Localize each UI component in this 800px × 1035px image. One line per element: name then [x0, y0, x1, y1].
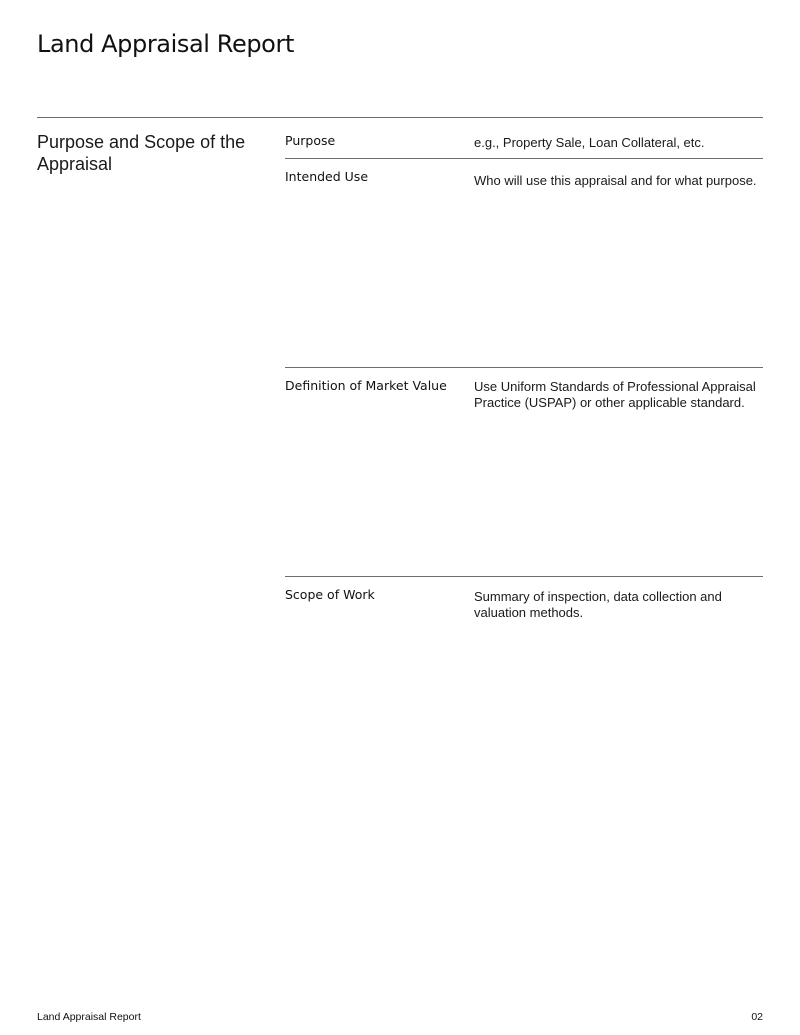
field-value-scope-of-work: Summary of inspection, data collection and valuation methods.	[474, 589, 722, 620]
row-divider	[285, 367, 763, 368]
footer-page-number: 02	[751, 1011, 763, 1023]
field-value-market-value: Use Uniform Standards of Professional Appraisal Practice (USPAP) or other applicable standard.	[474, 379, 756, 410]
field-label-scope-of-work: Scope of Work	[285, 587, 375, 602]
field-label-intended-use: Intended Use	[285, 169, 369, 184]
field-value-purpose: e.g., Property Sale, Loan Collateral, etc.	[474, 135, 705, 150]
row-divider	[285, 576, 763, 577]
section-divider	[37, 117, 763, 118]
field-value-intended-use: Who will use this appraisal and for what purpose.	[474, 173, 757, 188]
page-title: Land Appraisal Report	[37, 30, 294, 58]
section-title: Purpose and Scope of the Appraisal	[37, 132, 246, 174]
field-label-purpose: Purpose	[285, 133, 336, 148]
field-label-market-value: Definition of Market Value	[285, 378, 447, 393]
footer-doc-name: Land Appraisal Report	[37, 1011, 141, 1023]
row-divider	[285, 158, 763, 159]
